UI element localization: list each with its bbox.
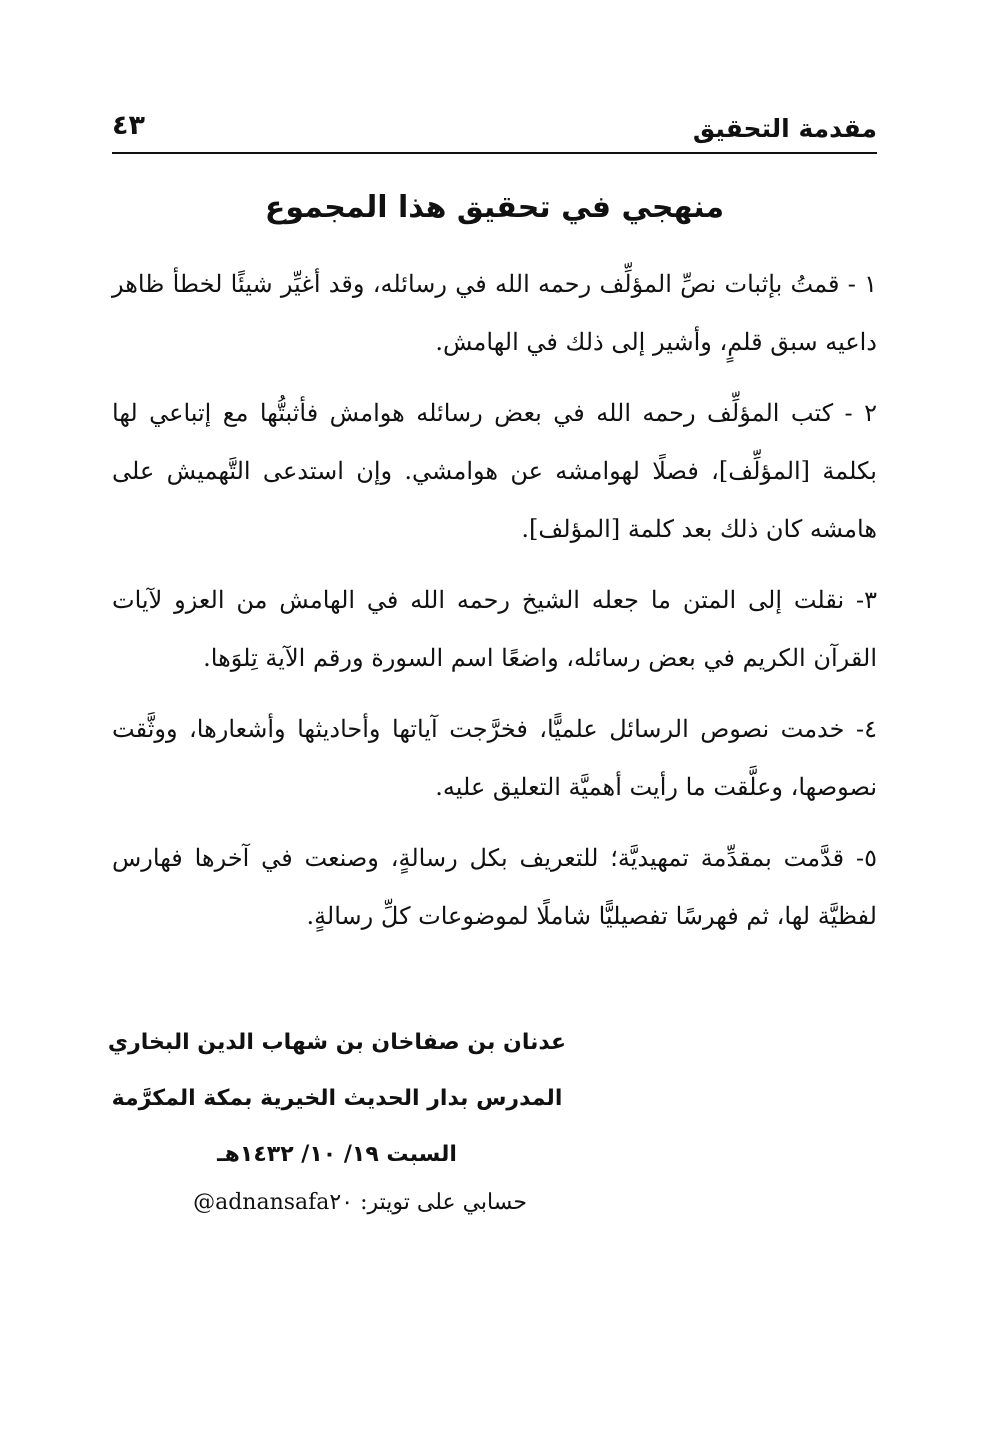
page-number: ٤٣ bbox=[112, 110, 145, 141]
twitter-line bbox=[193, 1190, 527, 1215]
twitter-handle: @adnansafa٢٠ bbox=[193, 1190, 354, 1215]
author-name: عدنان بن صفاخان بن شهاب الدين البخاري bbox=[107, 1030, 567, 1055]
methodology-item-4: ٤- خدمت نصوص الرسائل علميًّا، فخرَّجت آياتها وأحاديثها وأشعارها، ووثَّقت نصوصها، وعلَّقت ما رأيت أهميَّة التعليق عليه. bbox=[112, 715, 877, 801]
methodology-list bbox=[112, 255, 877, 958]
author-position: المدرس بدار الحديث الخيرية بمكة المكرَّمة bbox=[111, 1086, 563, 1111]
page-header bbox=[112, 108, 877, 152]
signature-date: السبت ١٩/ ١٠/ ١٤٣٢هـ bbox=[217, 1142, 457, 1167]
methodology-item-5: ٥- قدَّمت بمقدِّمة تمهيديَّة؛ للتعريف بكل رسالةٍ، وصنعت في آخرها فهارس لفظيَّة لها، ثم فهرسًا تفصيليًّا شاملًا لموضوعات كلِّ رسالةٍ. bbox=[112, 844, 877, 930]
methodology-item-3: ٣- نقلت إلى المتن ما جعله الشيخ رحمه الله في الهامش من العزو لآيات القرآن الكريم في بعض رسائله، واضعًا اسم السورة ورقم الآية تِلوَها. bbox=[112, 586, 877, 672]
running-title: مقدمة التحقيق bbox=[692, 114, 877, 143]
methodology-item-2: ٢ - كتب المؤلِّف رحمه الله في بعض رسائله هوامش فأثبتُّها مع إتباعي لها بكلمة [المؤلِّف]، فصلًا لهوامشه عن هوامشي. وإن استدعى التَّهميش على هامشه كان ذلك بعد كلمة [المؤلف]. bbox=[112, 399, 877, 543]
methodology-item-1: ١ - قمتُ بإثبات نصِّ المؤلِّف رحمه الله في رسائله، وقد أغيِّر شيئًا لخطأ ظاهر داعيه سبق قلمٍ، وأشير إلى ذلك في الهامش. bbox=[112, 270, 877, 356]
header-divider bbox=[112, 152, 877, 154]
author-signature bbox=[107, 1015, 567, 1183]
twitter-label: حسابي على تويتر: bbox=[360, 1190, 527, 1215]
section-heading: منهجي في تحقيق هذا المجموع bbox=[264, 190, 725, 225]
